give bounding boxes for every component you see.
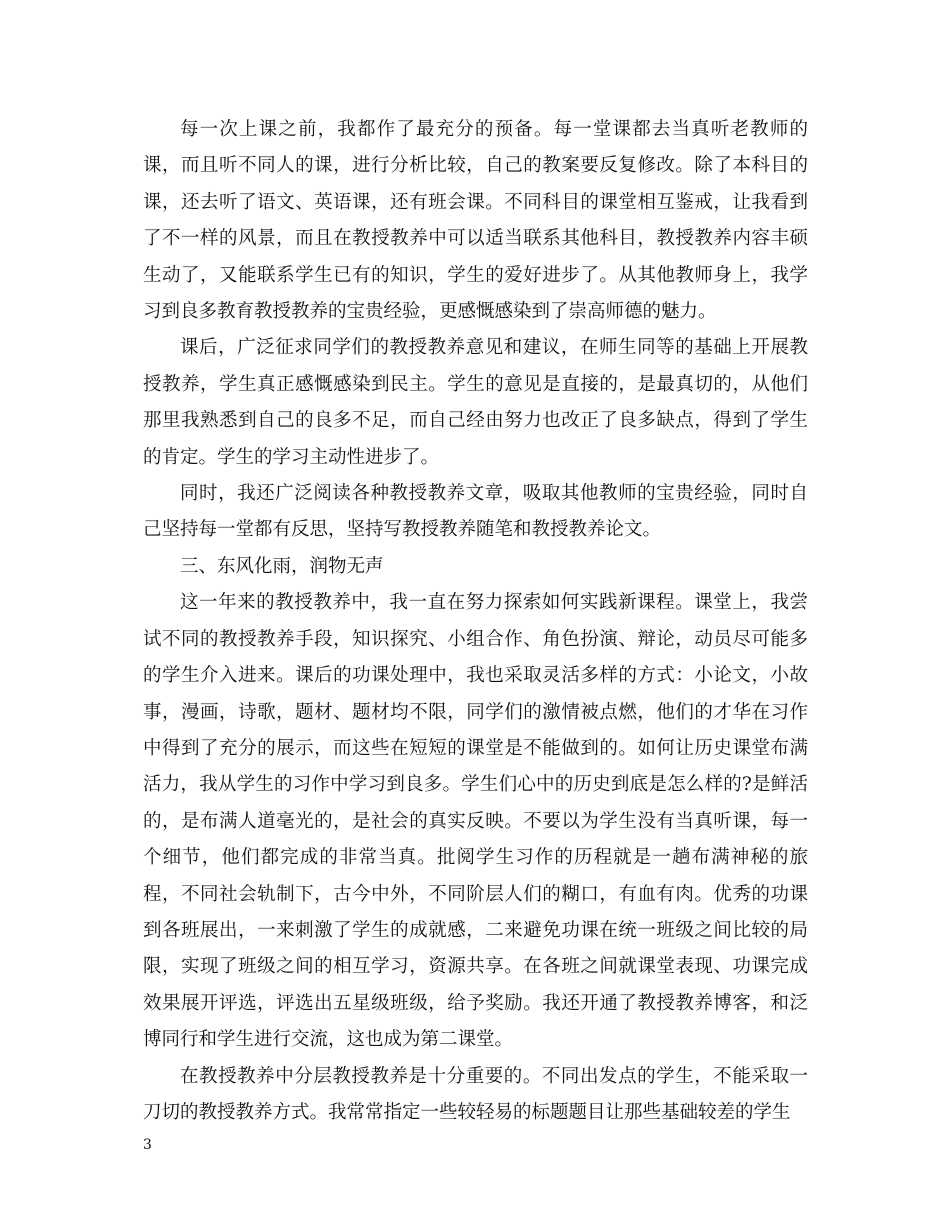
paragraph-new-curriculum: 这一年来的教授教养中，我一直在努力探索如何实践新课程。课堂上，我尝试不同的教授教养手段，知识探究、小组合作、角色扮演、辩论，动员尽可能多的学生介入进来。课后的功课处理中，我也采取灵活多样的方式：小论文，小故事，漫画，诗歌，题材、题材均不限，同学们的激情被点燃，他们的才华在习作中得到了充分的展示，而这些在短短的课堂是不能做到的。如何让历史课堂布满活力，我从学生的习作中学习到良多。学生们心中的历史到底是怎么样的?是鲜活的，是布满人道毫光的，是社会的真实反映。不要以为学生没有当真听课，每一个细节，他们都完成的非常当真。批阅学生习作的历程就是一趟布满神秘的旅程，不同社会轨制下，古今中外，不同阶层人们的糊口，有血有肉。优秀的功课到各班展出，一来刺激了学生的成就感，二来避免功课在统一班级之间比较的局限，实现了班级之间的相互学习，资源共享。在各班之间就课堂表现、功课完成效果展开评选，评选出五星级班级，给予奖励。我还开通了教授教养博客，和泛博同行和学生进行交流，这也成为第二课堂。 (143, 592, 808, 1051)
paragraph-after-class: 课后，广泛征求同学们的教授教养意见和建议，在师生同等的基础上开展教授教养，学生真正感慨感染到民主。学生的意见是直接的，是最真切的，从他们那里我熟悉到自己的良多不足，而自己经由努力也改正了良多缺点，得到了学生的肯定。学生的学习主动性进步了。 (143, 337, 808, 468)
paragraph-reading: 同时，我还广泛阅读各种教授教养文章，吸取其他教师的宝贵经验，同时自己坚持每一堂都有反思，坚持写教授教养随笔和教授教养论文。 (143, 483, 808, 541)
paragraph-preparation: 每一次上课之前，我都作了最充分的预备。每一堂课都去当真听老教师的课，而且听不同人的课，进行分析比较，自己的教案要反复修改。除了本科目的课，还去听了语文、英语课，还有班会课。不同科目的课堂相互鉴戒，让我看到了不一样的风景，而且在教授教养中可以适当联系其他科目，教授教养内容丰硕生动了，又能联系学生已有的知识，学生的爱好进步了。从其他教师身上，我学习到良多教育教授教养的宝贵经验，更感慨感染到了崇高师德的魅力。 (143, 119, 808, 323)
paragraph-layered-teaching: 在教授教养中分层教授教养是十分重要的。不同出发点的学生，不能采取一刀切的教授教养方式。我常常指定一些较轻易的标题题目让那些基础较差的学生 (143, 1065, 808, 1123)
page-number: 3 (143, 1137, 152, 1153)
document-body (143, 112, 808, 1131)
section-heading: 三、东风化雨，润物无声 (180, 555, 384, 577)
